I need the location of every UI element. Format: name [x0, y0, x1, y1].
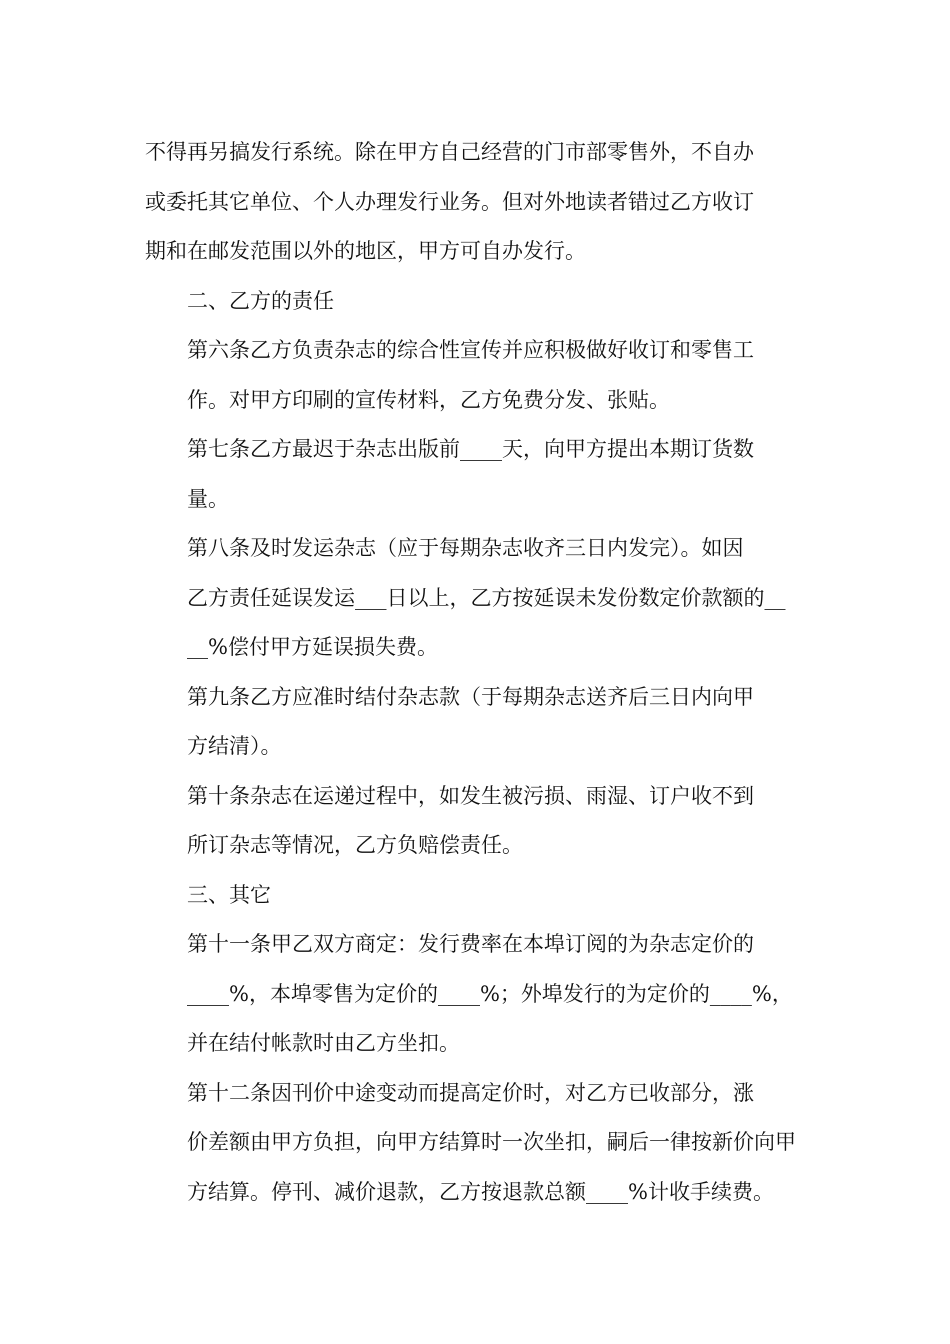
article-7 [145, 425, 810, 524]
article-11 [145, 920, 810, 1069]
text-line: 不得再另搞发行系统。除在甲方自己经营的门市部零售外，不自办 [145, 140, 754, 164]
text-line: ____%，本埠零售为定价的____%；外埠发行的为定价的____%， [187, 981, 793, 1006]
section-heading-party-b [145, 277, 810, 327]
text-line: 第十二条因刊价中途变动而提高定价时，对乙方已收部分，涨 [187, 1080, 754, 1105]
text-line: 方结算。停刊、减价退款，乙方按退款总额____%计收手续费。 [187, 1179, 774, 1204]
section-heading-other [145, 871, 810, 921]
text-line: __%偿付甲方延误损失费。 [187, 635, 438, 659]
document-body [145, 128, 810, 1217]
text-line: 三、其它 [187, 882, 271, 907]
text-line: 第八条及时发运杂志（应于每期杂志收齐三日内发完）。如因 [187, 536, 744, 560]
text-line: 作。对甲方印刷的宣传材料，乙方免费分发、张贴。 [187, 387, 670, 412]
text-line: 第七条乙方最迟于杂志出版前____天，向甲方提出本期订货数 [187, 437, 754, 461]
text-line: 方结清）。 [187, 734, 282, 758]
text-line: 量。 [187, 486, 229, 511]
paragraph-distribution-continued [145, 128, 810, 277]
text-line: 第六条乙方负责杂志的综合性宣传并应积极做好收订和零售工 [187, 338, 754, 362]
article-8 [145, 524, 810, 673]
article-12 [145, 1069, 810, 1218]
text-line: 第十条杂志在运递过程中，如发生被污损、雨湿、订户收不到 [187, 783, 754, 808]
text-line: 第九条乙方应准时结付杂志款（于每期杂志送齐后三日内向甲 [187, 684, 754, 709]
text-line: 二、乙方的责任 [187, 288, 334, 313]
text-line: 价差额由甲方负担，向甲方结算时一次坐扣，嗣后一律按新价向甲 [187, 1130, 796, 1154]
text-line: 期和在邮发范围以外的地区，甲方可自办发行。 [145, 239, 586, 263]
text-line: 或委托其它单位、个人办理发行业务。但对外地读者错过乙方收订 [145, 189, 754, 214]
text-line: 乙方责任延误发运___日以上，乙方按延误未发份数定价款额的__ [187, 585, 786, 610]
article-10 [145, 772, 810, 871]
text-line: 第十一条甲乙双方商定：发行费率在本埠订阅的为杂志定价的 [187, 932, 754, 956]
article-6 [145, 326, 810, 425]
text-line: 所订杂志等情况，乙方负赔偿责任。 [187, 833, 523, 857]
article-9 [145, 673, 810, 772]
text-line: 并在结付帐款时由乙方坐扣。 [187, 1031, 460, 1055]
